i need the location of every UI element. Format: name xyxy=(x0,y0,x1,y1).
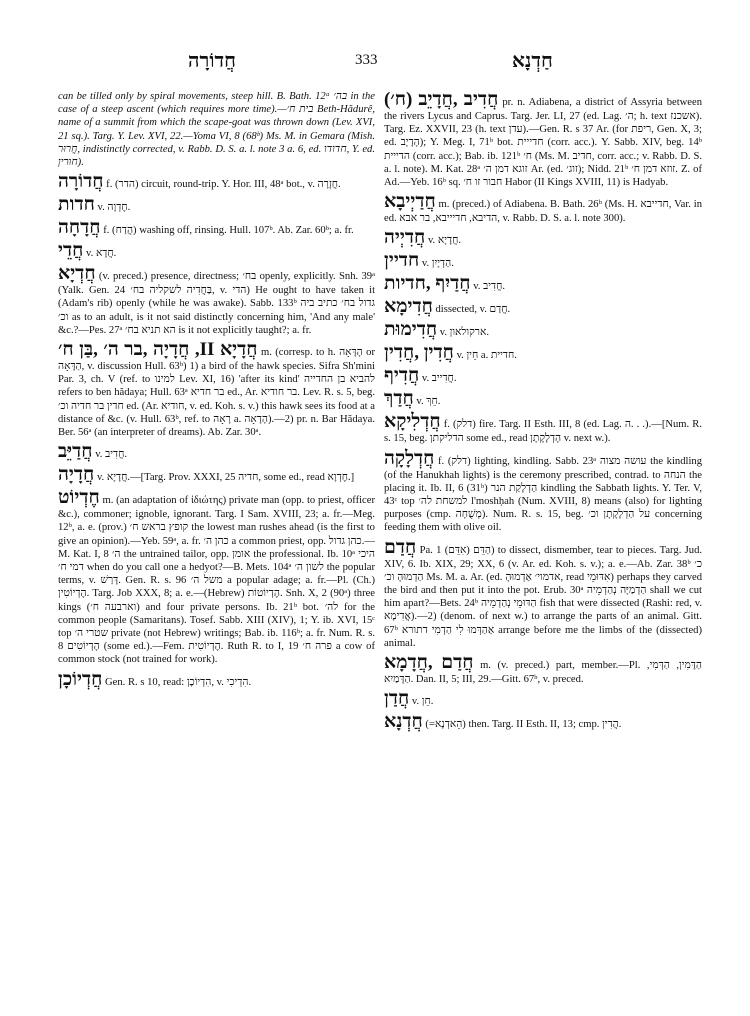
entry-headword: חֲדָיָה xyxy=(58,464,95,486)
dictionary-entry xyxy=(384,297,702,317)
entry-headword: חֲדַיֵּב xyxy=(58,441,93,463)
entry-headword: חֲדְיוֹכָן xyxy=(58,668,103,690)
dictionary-entry xyxy=(58,465,375,485)
dictionary-entry xyxy=(384,251,702,271)
dictionary-entry xyxy=(58,264,375,337)
entry-definition: m. (v. preced.) part, member.—Pl. הַדָּמִין, הַדְּמִי, הַדָּמַיִא. Dan. II, 5; III, 29.—Gitt. 67ᵇ, v. preced. xyxy=(384,660,702,686)
dictionary-entry xyxy=(58,195,375,215)
entry-headword: חֲדְנָא xyxy=(384,711,423,733)
dictionary-entry xyxy=(384,274,702,294)
dictionary-entry xyxy=(384,228,702,248)
entry-headword: חֲדַיִף ,חדיות xyxy=(384,273,471,295)
entry-definition: v. חֵין a. חדיית. xyxy=(456,350,517,362)
entry-headword: חֲדָיָא II, חֲדָיָה ,בר ה׳ ,בַּן ח׳ xyxy=(58,339,258,361)
entry-headword: חדיין xyxy=(384,250,420,272)
entry-headword: חֲדַיְיבָא xyxy=(384,191,436,213)
entry-definition: v. ארקולאון. xyxy=(439,327,489,339)
left-column xyxy=(58,90,375,693)
dictionary-entry xyxy=(384,653,702,686)
entry-definition: v. חֲדָיָא. xyxy=(427,235,461,247)
dictionary-entry xyxy=(384,712,702,732)
entry-definition: m. (corresp. to h. הָדָּאָה or הַדָּאָה, v. discussion Hull. 63ᵇ) 1) a bird of the hawk species. Sifra Sh'mini Par. 3, ch. V (ref. to למינו Lev. XI, 16) 'after its kind' להביא בן החדייה refers to ben hădaya; Hull. 63ᵃ בר חדיא ed., Ar. בר חודיא. Lev. R. s. 5, beg. חדין בר חדיה וכ׳ ed. (Ar. חודיא, v. ed. Koh. s. v.) this hawk sees its food at a distance of &c. (v. Hull. 63ᵇ, ref. to רָאָה a. הָדָאָה).—2) pr. n. Bar Hădaya. Ber. 56ᵃ (an interpreter of dreams). Ab. Zar. 30ᵃ. xyxy=(58,347,376,439)
entry-headword: חֲדְלָקָה xyxy=(384,447,435,469)
entry-definition: v. חֵךְ. xyxy=(416,396,441,408)
entry-definition: Gen. R. s 10, read: הִדְיוֹכָן, v. הִדְיכִי. xyxy=(105,676,252,688)
dictionary-entry xyxy=(384,689,702,709)
dictionary-entry xyxy=(384,343,702,363)
entry-headword: חֲדוֹרָה xyxy=(58,171,104,193)
entry-definition: v. חֲדָיָא.—[Targ. Prov. XXXI, 25 חדיה, some ed., read חֶדְוָא.] xyxy=(96,472,355,484)
entry-headword: חֲדַן xyxy=(384,688,410,710)
entry-headword: חֲדִין ,חֲדִין xyxy=(384,342,454,364)
entry-headword: חֲדִימָא xyxy=(384,296,433,318)
entry-definition: m. (preced.) of Adiabena. B. Bath. 26ᵇ (Ms. H. חדייבא, Var. in ed. הדיבא, חדיייבא, בר אבא, v. Rabb. D. S. a. l. note 300). xyxy=(384,199,702,225)
dictionary-entry xyxy=(384,449,702,535)
dictionary-entry xyxy=(58,442,375,462)
entry-definition: v. חֲדָא. xyxy=(86,248,117,260)
entry-headword: חֲדַךְ xyxy=(384,388,414,410)
right-column xyxy=(384,90,702,735)
entry-headword: חֲדִיב ,חֲדָיֵב (ח׳) xyxy=(384,89,499,110)
entry-headword: חֲדֵי xyxy=(58,240,84,262)
dictionary-entry xyxy=(58,340,375,439)
left-entries xyxy=(58,172,375,689)
entry-headword: חֲדְיָא xyxy=(58,263,96,285)
entry-definition: v. חֲדִייב. xyxy=(421,373,457,385)
page-number: 333 xyxy=(355,52,378,68)
entry-definition: pr. n. Adiabena, a district of Assyria between the rivers Lycus and Caprus. Targ. Jer. LI, 27 (ed. Lag. ה׳; h. text אשכנז). Targ. Ez. XXVII, 23 (h. text עדן).—Gen. R. s 37 Ar. (for ריפת, Gen. X, 3; ed. הָדָיָב); Y. Meg. I, 71ᵇ bot. חדייית (corr. acc.). Y. Sabb. XIV, beg. 14ᵇ הדייית (corr. acc.); Bab. ib. 121ᵇ ח׳ (Ms. M. חדיב, corr. acc.; v. Rabb. D. S. a. l. note). M. Kat. 28ᵃ זוגא דמן ה׳ Ar. (ed. זוג׳); Nidd. 21ᵇ זוזא דמן ח׳. Z. of Ad.—Yeb. 16ᵇ sq. חבור זו ח׳ Habor (II Kings XVIII, 11) is Hadyab. xyxy=(384,97,703,189)
entry-definition: (=הֵאדְנָא) then. Targ. II Esth. II, 13; cmp. הֲדִין. xyxy=(425,719,622,731)
entry-definition: dissected, v. חֲדַם. xyxy=(435,304,511,316)
entry-headword: חֲדַם ,חֲדָמָא xyxy=(384,652,474,674)
entry-definition: v. חֲדִיב. xyxy=(473,281,505,293)
entry-definition: m. (an adaptation of ἰδιώτης) private man (opp. to priest, officer &c.), commoner; ignoble, ignorant. Targ. I Sam. XVIII, 23; a. fr.—Meg. 12ᵇ, a. e. (prov.) קופץ בראש ח׳ the lowest man rushes ahead (is the first to give an opinion).—Yeb. 59ᵃ, a. fr. כהן ה׳ a common priest, opp. כהן גדול.—M. Kat. I, 8 ה׳ the untrained tailor, opp. אומן the professional. Ib. 10ᵃ היכי דמי ח׳ when do you call one a hedyot?—B. Mets. 104ᵃ לשון ה׳ the popular terms, v. דָּרַשׁ. Gen. R. s. 96 משל ה׳ a popular adage; a. fr.—Pl. (Ch.) הֶדְיוֹטִין. Targ. Job XXX, 8; a. e.—(Hebrew) הֶדְיוֹטוֹת. Snh. X, 2 (90ᵃ) three kings (וארבעה ח׳) and four private persons. Ib. 21ᵇ bot. לה׳ for the common people (Samaritans). Tosef. Sabb. XIII (XIV), 1; Y. ib. XVI, 15ᶜ top שטרי ה׳ private (not Hebrew) writings; Bab. ib. 116ᵇ; a. fr. Num. R. s. 8 הֶדְיוֹטִים (some ed.).—Fem. הֶדְיוֹטִית. Ruth R. to I, 19 פרה ח׳ a cow of common stock (not trained for work). xyxy=(58,495,376,666)
entry-definition: f. (הדר) circuit, round-trip. Y. Hor. III, 48ᵃ bot., v. חֲזָרָה. xyxy=(106,179,341,191)
entry-definition: f. (הֲדַח) washing off, rinsing. Hull. 107ᵇ. Ab. Zar. 60ᵇ; a. fr. xyxy=(103,225,354,237)
dictionary-entry xyxy=(384,538,702,650)
right-entries xyxy=(384,90,702,732)
entry-definition: v. חֲדִיב. xyxy=(95,449,127,461)
entry-headword: חֲדַם xyxy=(384,536,417,558)
dictionary-entry xyxy=(58,488,375,666)
page-header xyxy=(0,48,750,78)
right-running-head: חַדְנָא xyxy=(512,50,553,72)
entry-headword: חֶדְיוֹט xyxy=(58,487,100,509)
dictionary-entry xyxy=(58,218,375,238)
entry-headword: חֲדְלִיקָא xyxy=(384,411,441,433)
entry-headword: חֲדִימוּת xyxy=(384,319,438,341)
dictionary-entry xyxy=(384,389,702,409)
entry-definition: Pa. הַדֵּם (אִדֵּם) 1) to dissect, dismember, tear to pieces. Targ. Jud. XIV, 6. Ib. XIX, 29; XX, 6 (v. Ar. ed. Koh. s. v.); a. e.—Ab. Zar. 38ᵇ כ׳ הַדְמוּהָ וכ׳ Ms. M. a. Ar. (ed. אדמוי׳ אַדְמוּהָ, read אִדּוּמֵי) perhaps they carved the bird and then put it into the pot. Erub. 30ᵃ הַדְמַיָּה נְהַדְמֵיה shall we cut him apart?—Bets. 24ᵇ הַדּוּמֵי נְהַדְמֵיה fish that were dissected (Rashi: red, v. אֲדִימָא).—2) (denom. of next w.) to arrange the parts of an animal. Gitt. 67ᵇ אַהַדְּמוּ לִי הַדְמִי דתורא arrange before me the limbs of the (dissected) animal. xyxy=(384,544,703,649)
dictionary-entry xyxy=(384,192,702,225)
entry-definition: v. חֵן. xyxy=(411,696,434,708)
dictionary-entry xyxy=(58,241,375,261)
entry-headword: חֲדִיְיה xyxy=(384,227,426,249)
entry-headword: חֲדִיף xyxy=(384,365,420,387)
entry-headword: חדות xyxy=(58,194,95,216)
dictionary-entry xyxy=(384,320,702,340)
entry-headword: חֲדָחָה xyxy=(58,217,101,239)
entry-definition: v. הַדְיָיִן. xyxy=(421,258,454,270)
entry-definition: f. (דלק) lighting, kindling. Sabb. 23ᵃ עושה מצוה the kindling (of the Hanukhah lights) is the ceremony prescribed, contrad. to הנחה the placing it. Ib. II, 6 (31ᵇ) הַדְלָקַת הנר kindling the Sabbath lights. Y. Ter. V, 43ᶜ top למשחת לה׳ l'moshḥah (Num. XVIII, 8) means (also) for lighting purposes (cmp. מְשֻׁחָה). Num. R. s. 15, beg. על הַדְלָקָתָן וכ׳ concerning feeding them with olive oil. xyxy=(384,455,703,534)
continuation-text: can be tilled only by spiral movements, steep hill. B. Bath. 12ᵃ בה׳ in the case of a steep ascent (which requires more time).—בית ח׳ Beth-Hădurê, name of a summit from which the scape-goat was thrown down (Lev. XVI, 21 sq.). Targ. Y. Lev. XVI, 22.—Yoma VI, 8 (68ᵇ) Ms. M. in Gemara (Mish. חֲרוּר, indistinctly corrected, v. Rabb. D. S. a. l. note 3 a. 6, ed. חדודו, Y. ed. חוּרין). xyxy=(58,91,375,169)
entry-definition: f. (דלק) fire. Targ. II Esth. III, 8 (ed. Lag. ה. . .).—[Num. R. s. 15, beg. הדליקתן some ed., read הָדְלָקָתָן v. next w.). xyxy=(384,419,702,445)
entry-definition: (v. preced.) presence, directness; בח׳ openly, explicitly. Snh. 39ᵃ (Yalk. Gen. 24 בַּחֲדִיה לשקליה בח׳, v. הדי) He ought to have taken it (Adam's rib) openly (while he was awake). Sabb. 133ᵇ גדול בח׳ כתיב ביה וכ׳ as to an adult, is it not said distinctly concerning him, 'And any male' &c.?—Pes. 27ᵃ הא תניא בח׳ is it not explicitly taught?; a. fr. xyxy=(58,271,376,336)
dictionary-entry xyxy=(384,90,702,189)
dictionary-entry xyxy=(58,670,375,690)
left-running-head: חֲדוֹרָה xyxy=(188,50,236,72)
dictionary-entry xyxy=(384,412,702,445)
dictionary-entry xyxy=(58,172,375,192)
dictionary-entry xyxy=(384,366,702,386)
entry-definition: v. חֶדְוָה. xyxy=(97,202,131,214)
